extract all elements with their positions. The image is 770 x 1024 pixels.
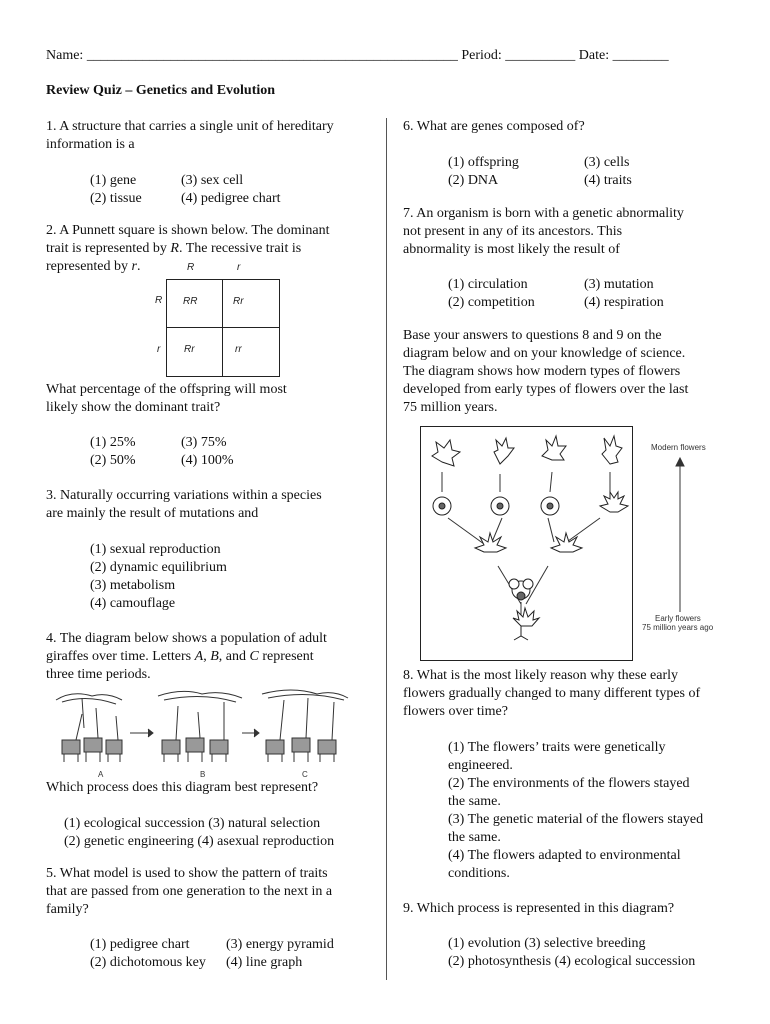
flower-gen-4-2: [491, 497, 509, 515]
question-7: [403, 205, 684, 259]
q2-line-2: trait is represented by R. The recessive trait is: [46, 241, 302, 256]
giraffe-panel-a: [56, 694, 122, 762]
q2-option-1[interactable]: (1) 25%: [90, 435, 136, 450]
q8-line-2: flowers gradually changed to many different types of: [403, 686, 701, 701]
giraffe-panel-b: [158, 691, 242, 762]
name-label: Name:: [46, 48, 84, 63]
intro-line-1: Base your answers to questions 8 and 9 on the: [403, 328, 662, 343]
punnett-row-label-2: r: [157, 344, 161, 355]
q3-line-1: 3. Naturally occurring variations within a species: [46, 488, 322, 503]
giraffe-diagram: [52, 688, 352, 778]
q8-option-4[interactable]: (4) The flowers adapted to environmental: [448, 848, 681, 863]
q5-line-1: 5. What model is used to show the pattern of traits: [46, 866, 328, 881]
q1-options-col1: [90, 172, 142, 208]
q2-question-line-2: likely show the dominant trait?: [46, 400, 221, 415]
q1-option-3[interactable]: (3) sex cell: [181, 173, 244, 188]
q8-option-2-cont[interactable]: the same.: [448, 794, 501, 809]
q3-option-2[interactable]: (2) dynamic equilibrium: [90, 560, 227, 575]
q1-options-col2: [181, 172, 281, 208]
q6-option-4[interactable]: (4) traits: [584, 173, 632, 188]
period-blank[interactable]: __________: [505, 48, 576, 63]
q2-var-R: R: [170, 241, 179, 256]
q7-option-1[interactable]: (1) circulation: [448, 277, 528, 292]
punnett-row-label-1: R: [155, 295, 163, 306]
flower-gen-3-left: [475, 533, 506, 552]
q8-option-4-cont[interactable]: conditions.: [448, 866, 510, 881]
q7-line-3: abnormality is most likely the result of: [403, 242, 620, 257]
punnett-col-label-2: r: [237, 262, 241, 273]
period-label: Period:: [461, 48, 502, 63]
flower-modern-3: [542, 436, 566, 460]
q3-option-1[interactable]: (1) sexual reproduction: [90, 542, 221, 557]
q5-options-col2: [226, 936, 334, 972]
q7-option-4[interactable]: (4) respiration: [584, 295, 664, 310]
q5-option-4[interactable]: (4) line graph: [226, 955, 303, 970]
intro-line-2: diagram below and on your knowledge of science.: [403, 346, 686, 361]
q8-option-1[interactable]: (1) The flowers’ traits were genetically: [448, 740, 666, 755]
intro-line-5: 75 million years.: [403, 400, 498, 415]
flower-gen-4-4: [600, 492, 628, 512]
question-8: [403, 667, 700, 721]
giraffe-label-b: B: [200, 770, 206, 779]
q4-line-2: giraffes over time. Letters A, B, and C represent: [46, 649, 314, 664]
q2-options-col2: [181, 434, 234, 470]
page-title: Review Quiz – Genetics and Evolution: [46, 83, 276, 98]
q4-line-3: three time periods.: [46, 667, 151, 682]
flower-modern-1: [432, 440, 460, 466]
intro-line-4: developed from early types of flowers over the last: [403, 382, 689, 397]
intro-questions-8-9: [403, 327, 688, 417]
q2-line-3: represented by r.: [46, 259, 141, 274]
date-label: Date:: [578, 48, 610, 63]
q5-option-3[interactable]: (3) energy pyramid: [226, 937, 334, 952]
early-flowers-age-label: 75 million years ago: [642, 623, 714, 632]
q5-options-col1: [90, 936, 206, 972]
punnett-col-label-1: R: [187, 262, 195, 273]
flower-gen-2: [509, 579, 533, 600]
q2-question-line-1: What percentage of the offspring will most: [46, 382, 287, 397]
q8-options: [448, 739, 703, 883]
question-9: 9. Which process is represented in this diagram?: [403, 901, 675, 916]
q2-option-2[interactable]: (2) 50%: [90, 453, 136, 468]
q4-line-1: 4. The diagram below shows a population of adult: [46, 631, 327, 646]
name-blank[interactable]: _____________________________________________________: [86, 48, 458, 63]
question-4: [46, 630, 327, 684]
q1-option-1[interactable]: (1) gene: [90, 173, 137, 188]
timeline-arrow: [676, 458, 684, 612]
early-flowers-label: Early flowers: [655, 614, 701, 623]
q3-options: [90, 541, 227, 613]
giraffe-label-c: C: [302, 770, 308, 779]
flower-modern-2: [494, 438, 514, 464]
q4-question: Which process does this diagram best represent?: [46, 780, 319, 795]
flower-modern-4: [602, 436, 622, 464]
flower-gen-4-3: [541, 497, 559, 515]
q2-var-r: r: [131, 259, 137, 274]
q1-option-4[interactable]: (4) pedigree chart: [181, 191, 281, 206]
q1-line-2: information is a: [46, 137, 135, 152]
date-blank[interactable]: ________: [612, 48, 669, 63]
question-1: [46, 118, 334, 154]
punnett-cell-2: Rr: [233, 296, 244, 307]
q8-option-2[interactable]: (2) The environments of the flowers stayed: [448, 776, 690, 791]
q2-options-col1: [90, 434, 136, 470]
question-3: [46, 487, 322, 523]
q2-question: [46, 381, 287, 417]
q5-line-3: family?: [46, 902, 89, 917]
q5-option-2[interactable]: (2) dichotomous key: [90, 955, 206, 970]
q2-option-3[interactable]: (3) 75%: [181, 435, 227, 450]
q6-option-1[interactable]: (1) offspring: [448, 155, 519, 170]
q8-option-3[interactable]: (3) The genetic material of the flowers stayed: [448, 812, 704, 827]
q6-options-col1: [448, 154, 519, 190]
q7-option-3[interactable]: (3) mutation: [584, 277, 654, 292]
punnett-cell-4: rr: [235, 344, 242, 355]
q3-option-3[interactable]: (3) metabolism: [90, 578, 176, 593]
q9-option-line-1[interactable]: (1) evolution (3) selective breeding: [448, 936, 646, 951]
q7-option-2[interactable]: (2) competition: [448, 295, 535, 310]
punnett-vertical-divider: [222, 280, 223, 376]
q8-line-3: flowers over time?: [403, 704, 508, 719]
giraffe-label-a: A: [98, 770, 104, 779]
q5-option-1[interactable]: (1) pedigree chart: [90, 937, 190, 952]
question-5: [46, 865, 332, 919]
q5-line-2: that are passed from one generation to the next in a: [46, 884, 333, 899]
q7-line-1: 7. An organism is born with a genetic abnormality: [403, 206, 684, 221]
q8-line-1: 8. What is the most likely reason why these early: [403, 668, 679, 683]
q2-line-1: 2. A Punnett square is shown below. The dominant: [46, 223, 330, 238]
q3-option-4[interactable]: (4) camouflage: [90, 596, 176, 611]
q7-options-col1: [448, 276, 535, 312]
q4-option-line-1[interactable]: (1) ecological succession (3) natural selection: [64, 816, 321, 831]
q4-options: [64, 815, 334, 851]
q6-option-2[interactable]: (2) DNA: [448, 173, 499, 188]
q2-option-4[interactable]: (4) 100%: [181, 453, 234, 468]
flower-gen-3-right: [551, 533, 582, 552]
q7-options-col2: [584, 276, 664, 312]
column-divider: [386, 118, 387, 980]
punnett-cell-3: Rr: [184, 344, 195, 355]
q9-options: [448, 935, 695, 971]
q1-line-1: 1. A structure that carries a single unit of hereditary: [46, 119, 334, 134]
q4-option-line-2[interactable]: (2) genetic engineering (4) asexual reproduction: [64, 834, 335, 849]
flower-early: [513, 608, 539, 640]
q1-option-2[interactable]: (2) tissue: [90, 191, 142, 206]
q8-option-3-cont[interactable]: the same.: [448, 830, 501, 845]
header-line: [46, 47, 736, 65]
modern-flowers-label: Modern flowers: [651, 443, 706, 452]
flower-gen-4-1: [433, 497, 451, 515]
punnett-square: [166, 279, 280, 377]
q6-options-col2: [584, 154, 632, 190]
punnett-cell-1: RR: [183, 296, 198, 307]
q9-option-line-2[interactable]: (2) photosynthesis (4) ecological succession: [448, 954, 696, 969]
giraffe-panel-c: [262, 690, 348, 762]
q6-option-3[interactable]: (3) cells: [584, 155, 630, 170]
q8-option-1-cont[interactable]: engineered.: [448, 758, 513, 773]
intro-line-3: The diagram shows how modern types of flowers: [403, 364, 681, 379]
q3-line-2: are mainly the result of mutations and: [46, 506, 259, 521]
question-6: 6. What are genes composed of?: [403, 119, 585, 134]
punnett-horizontal-divider: [167, 327, 279, 328]
q7-line-2: not present in any of its ancestors. This: [403, 224, 623, 239]
